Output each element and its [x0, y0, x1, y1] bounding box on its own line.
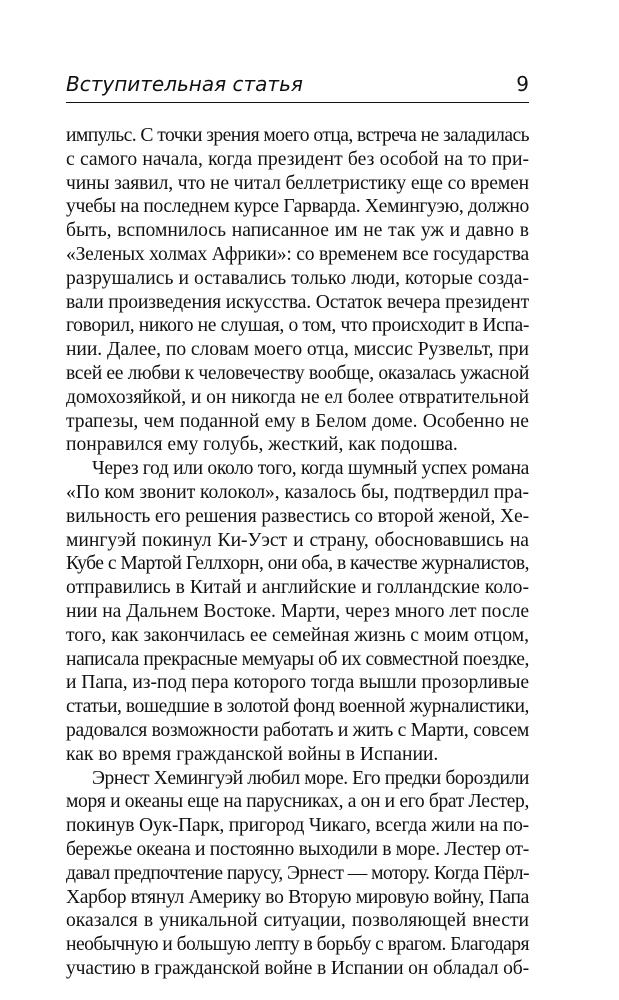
text-line: Кубе с Мартой Геллхорн, они оба, в качестве журналистов, — [66, 553, 529, 575]
text-line: написала прекрасные мемуары об их совместной поездке, — [66, 648, 529, 670]
text-line: Через год или около того, когда шумный успех романа — [92, 458, 529, 480]
header-rule — [66, 102, 529, 103]
text-line: отправились в Китай и английские и голландские коло- — [66, 577, 529, 599]
text-line: «Зеленых холмах Африки»: со временем все государства — [66, 243, 529, 265]
text-line: радовался возможности работать и жить с Марти, совсем — [66, 719, 529, 741]
text-line: «По ком звонит колокол», казалось бы, подтвердил пра- — [66, 481, 529, 503]
body-text — [66, 124, 529, 981]
text-line: и Папа, из-под пера которого тогда вышли прозорливые — [66, 672, 529, 694]
text-line: бережье океана и постоянно выходили в море. Лестер от- — [66, 838, 529, 860]
text-line: говорил, никого не слушая, о том, что происходит в Испа- — [66, 315, 529, 337]
page-number: 9 — [516, 72, 529, 96]
text-line: учебы на последнем курсе Гарварда. Хемингуэю, должно — [66, 196, 530, 218]
running-head-title: Вступительная статья — [66, 72, 303, 96]
text-line: Эрнест Хемингуэй любил море. Его предки бороздили — [92, 767, 529, 789]
text-line: необычную и большую лепту в борьбу с врагом. Благодаря — [66, 934, 529, 956]
text-line: покинув Оук-Парк, пригород Чикаго, всегда жили на по- — [66, 815, 529, 837]
text-line: быть, вспомнилось написанное им не так уж и давно в — [66, 220, 529, 242]
text-line: трапезы, чем поданной ему в Белом доме. Особенно не — [66, 410, 529, 432]
text-line: того, как закончилась ее семейная жизнь с моим отцом, — [66, 624, 529, 646]
running-header — [66, 70, 529, 100]
text-line: вильность его решения развестись со второй женой, Хе- — [66, 505, 529, 527]
text-line: понравился ему голубь, жесткий, как подошва. — [66, 434, 458, 456]
text-line: мингуэй покинул Ки-Уэст и страну, обосновавшись на — [66, 529, 529, 551]
text-line: домохозяйкой, и он никогда не ел более отвратительной — [66, 386, 529, 408]
text-line: чины заявил, что не читал беллетристику еще со времен — [66, 172, 529, 194]
text-line: импульс. С точки зрения моего отца, встреча не заладилась — [66, 125, 529, 146]
text-line: оказался в уникальной ситуации, позволяющей внести — [66, 910, 529, 932]
text-line: нии на Дальнем Востоке. Марти, через много лет после — [66, 600, 529, 622]
text-line: моря и океаны еще на парусниках, а он и его брат Лестер, — [66, 791, 529, 813]
text-line: вали произведения искусства. Остаток вечера президент — [66, 291, 529, 313]
text-line: с самого начала, когда президент без особой на то при- — [66, 148, 529, 170]
text-line: разрушались и оставались только люди, которые созда- — [66, 267, 529, 289]
text-line: Харбор втянул Америку во Вторую мировую войну, Папа — [66, 886, 529, 908]
text-line: статьи, вошедшие в золотой фонд военной журналистики, — [66, 696, 529, 718]
text-line: нии. Далее, по словам моего отца, миссис Рузвельт, при — [66, 339, 529, 361]
text-line: как во время гражданской войны в Испании. — [66, 743, 439, 765]
text-line: давал предпочтение парусу, Эрнест — мотору. Когда Пёрл- — [66, 862, 529, 884]
text-line: всей ее любви к человечеству вообще, оказалась ужасной — [66, 362, 529, 384]
text-line: участию в гражданской войне в Испании он обладал об- — [66, 957, 529, 979]
